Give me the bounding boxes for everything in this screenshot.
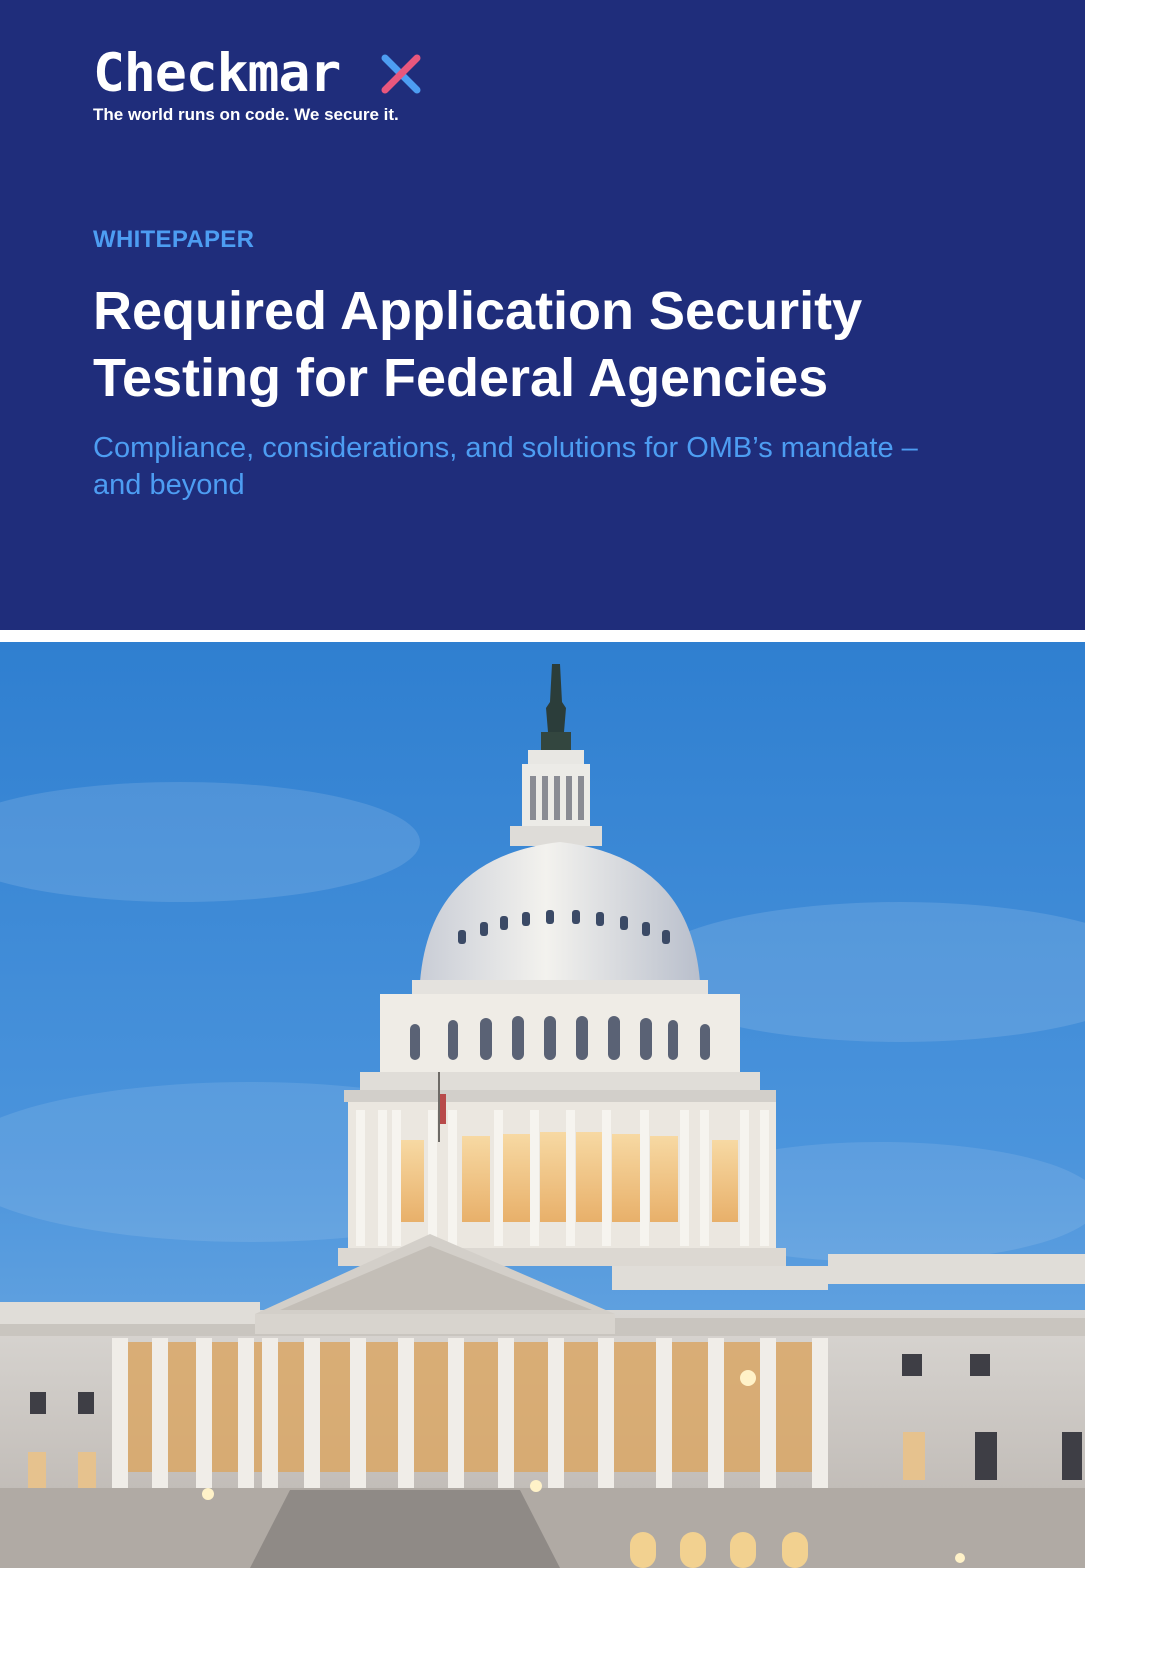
title-line: Testing for Federal Agencies	[93, 348, 829, 408]
capitol-building-photo	[0, 642, 1085, 1568]
title-line: Required Application Security	[93, 281, 863, 341]
header-band	[0, 0, 1085, 630]
logo-wordmark: Checkmar	[93, 43, 341, 104]
document-subtitle	[93, 430, 993, 504]
checkmarx-logo	[93, 43, 433, 128]
logo-x-icon	[380, 53, 422, 95]
subtitle-line: and beyond	[93, 469, 245, 501]
subtitle-line: Compliance, considerations, and solutions for OMB’s mandate –	[93, 432, 918, 464]
document-title	[93, 278, 1053, 412]
logo-tagline: The world runs on code. We secure it.	[93, 105, 399, 124]
document-type-label: WHITEPAPER	[93, 226, 255, 253]
